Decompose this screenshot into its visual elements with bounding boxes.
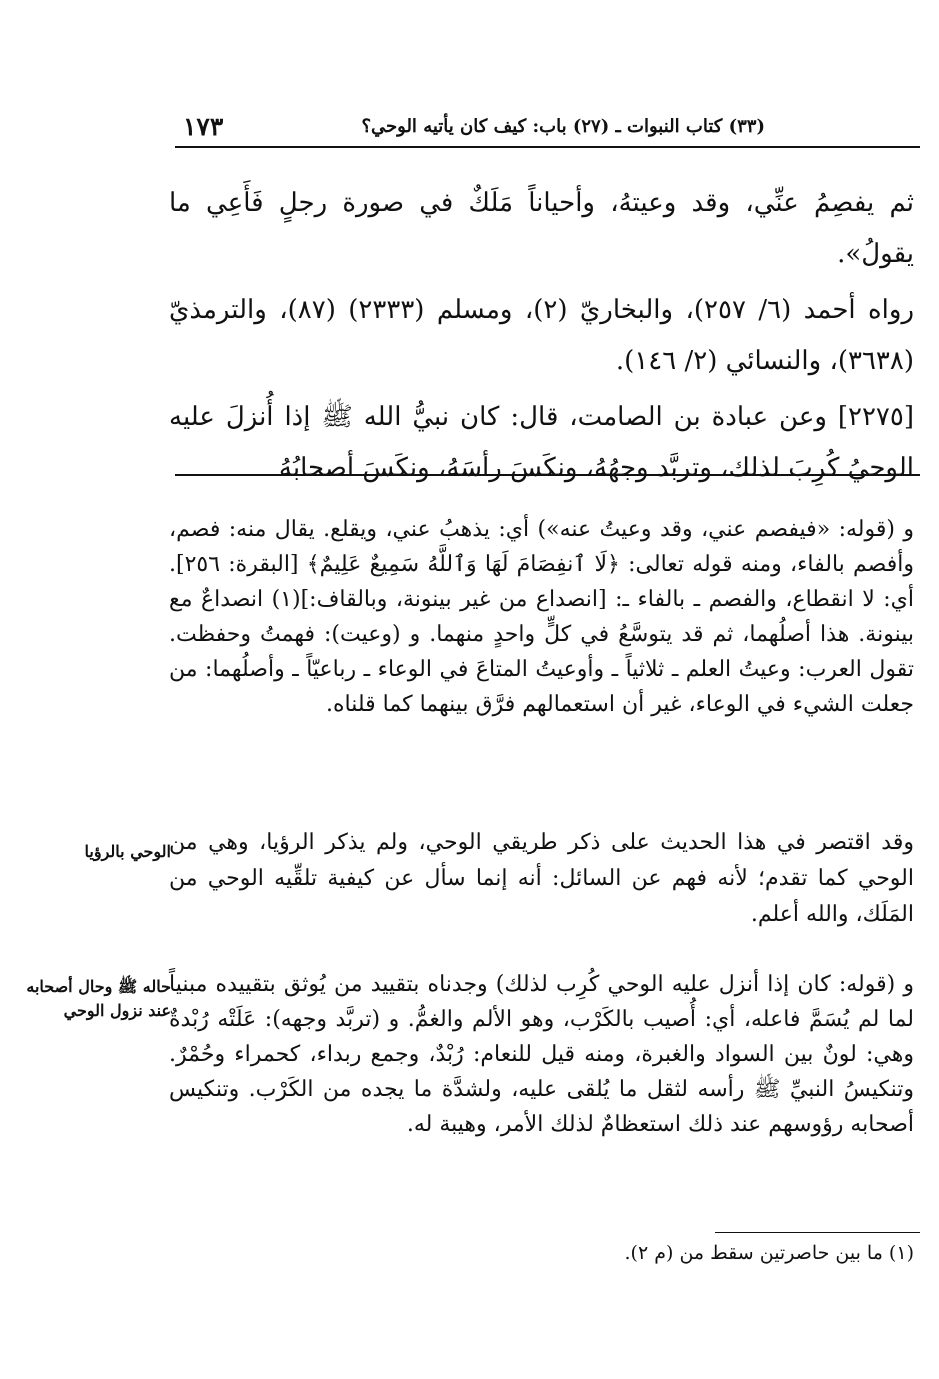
margin-note-2: حاله ﷺ وحال أصحابه عند نزول الوحي [26,977,171,1020]
hadith-paragraph-3: [٢٢٧٥] وعن عبادة بن الصامت، قال: كان نبيُّ الله ﷺ إذا أُنزلَ عليه الوحيُ كُرِبَ لذلك، وتربَّد وجهُهُ، ونكَسَ رأسَهُ، ونكَسَ أصحابُهُ [169,402,914,483]
footnote: (١) ما بين حاصرتين سقط من (م ٢). [624,1242,914,1264]
commentary-block-1 [169,512,914,722]
commentary-block-3 [169,967,914,1142]
page-number: ١٧٣ [183,112,224,141]
margin-note-1: الوحي بالرؤيا [84,842,171,861]
running-header [175,112,920,144]
commentary-paragraph-2: وقد اقتصر في هذا الحديث على ذكر طريقي الوحي، ولم يذكر الرؤيا، وهي من الوحي كما تقدم؛ لأنه فهم عن السائل: أنه إنما سأل عن كيفية تلقِّيه الوحي من المَلَك، والله أعلم. [169,830,914,927]
text-commentary-separator [175,474,920,476]
header-title: (٣٣) كتاب النبوات ـ (٢٧) باب: كيف كان يأتيه الوحي؟ [361,116,765,137]
hadith-text [169,178,914,494]
hadith-paragraph-2: رواه أحمد (٦/ ٢٥٧)، والبخاريّ (٢)، ومسلم (٢٣٣٣) (٨٧)، والترمذيّ (٣٦٣٨)، والنسائي (٢/ ١٤٦). [169,295,915,376]
hadith-paragraph-1: ثم يفصِمُ عنِّي، وقد وعيتهُ، وأحياناً مَلَكٌ في صورة رجلٍ فَأَعِي ما يقولُ». [169,188,914,269]
commentary-paragraph-1: و (قوله: «فيفصم عني، وقد وعيتُ عنه») أي: يذهبُ عني، ويقلع. يقال منه: فصم، وأفصم بالفاء، ومنه قوله تعالى: ﴿لَا ٱنفِصَامَ لَهَا وَٱللَّهُ سَمِيعٌ عَلِيمٌ﴾ [البقرة: ٢٥٦]. أي: لا انقطاع، والفصم ـ بالفاء ـ: [انصداع من غير بينونة، وبالقاف:](١) انصداعٌ مع بينونة. هذا أصلُهما، ثم قد يتوسَّعُ في كلٍّ واحدٍ منهما. و (وعيت): فهمتُ وحفظت. تقول العرب: وعيتُ العلم ـ ثلاثياً ـ وأوعيتُ المتاعَ في الوعاء ـ رباعيّاً ـ وأصلُهما: من جعلت الشيء في الوعاء، غير أن استعمالهم فرَّق بينهما كما قلناه. [169,517,914,717]
footnote-rule [715,1232,920,1233]
commentary-block-2 [169,825,914,933]
header-rule [175,146,920,148]
commentary-paragraph-3: و (قوله: كان إذا أنزل عليه الوحي كُرِب لذلك) وجدناه بتقييد من يُوثق بتقييده مبنياً لما لم يُسَمَّ فاعله، أي: أُصيب بالكَرْب، وهو الألم والغمُّ. و (تربَّد وجهه): عَلَتْه رُبْدةٌ وهي: لونٌ بين السواد والغبرة، ومنه قيل للنعام: رُبْدٌ، وجمع ربداء، كحمراء وحُمْرٌ. وتنكيسُ النبيِّ ﷺ رأسه لثقل ما يُلقى عليه، ولشدَّة ما يجده من الكَرْب. وتنكيس أصحابه رؤوسهم عند ذلك استعظامٌ لذلك الأمر، وهيبة له. [169,972,914,1137]
